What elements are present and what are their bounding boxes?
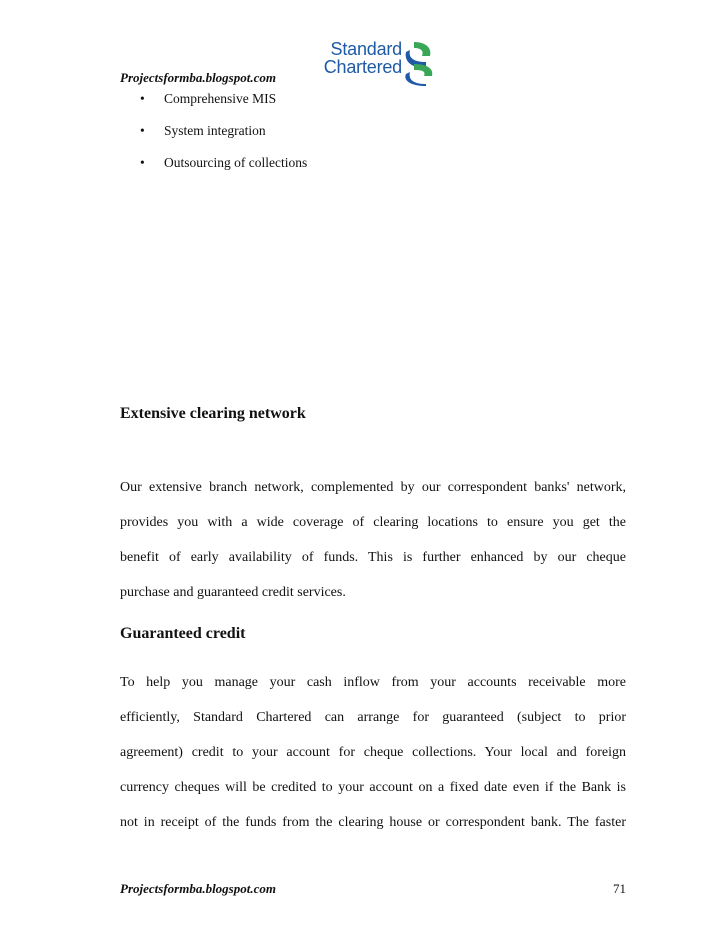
page-number: 71 — [613, 881, 626, 896]
text-line: efficiently, Standard Chartered can arrange for guaranteed (subject to prior — [120, 710, 626, 725]
text-line: agreement) credit to your account for cheque collections. Your local and foreign — [120, 745, 626, 760]
text-line: currency cheques will be credited to your account on a fixed date even if the Bank is — [120, 780, 626, 795]
paragraph-guaranteed-credit — [120, 665, 626, 840]
text-line: not in receipt of the funds from the clearing house or correspondent bank. The faster — [120, 815, 626, 830]
footer-site-name: Projectsformba.blogspot.com — [120, 881, 276, 896]
paragraph-clearing-network — [120, 470, 626, 610]
text-line: purchase and guaranteed credit services. — [120, 585, 346, 600]
list-item: • Outsourcing of collections — [140, 155, 308, 170]
header-site-name: Projectsformba.blogspot.com — [120, 70, 276, 85]
bullet-icon: • — [140, 155, 145, 170]
bullet-icon: • — [140, 123, 145, 138]
section-heading-guaranteed-credit: Guaranteed credit — [120, 625, 246, 642]
logo-line-1: Standard — [330, 39, 402, 59]
section-heading-clearing-network: Extensive clearing network — [120, 405, 306, 422]
standard-chartered-logo — [320, 40, 436, 90]
logo-wordmark — [320, 40, 402, 76]
bullet-list — [140, 90, 307, 186]
bullet-icon: • — [140, 91, 145, 106]
text-line: provides you with a wide coverage of clearing locations to ensure you get the — [120, 515, 626, 530]
standard-chartered-mark-icon — [404, 40, 436, 86]
text-line: benefit of early availability of funds. This is further enhanced by our cheque — [120, 550, 626, 565]
text-line: To help you manage your cash inflow from your accounts receivable more — [120, 675, 626, 690]
list-item: • System integration — [140, 123, 266, 138]
text-line: Our extensive branch network, complemented by our correspondent banks' network, — [120, 480, 626, 495]
logo-line-2: Chartered — [323, 57, 402, 77]
list-item: • Comprehensive MIS — [140, 91, 277, 106]
